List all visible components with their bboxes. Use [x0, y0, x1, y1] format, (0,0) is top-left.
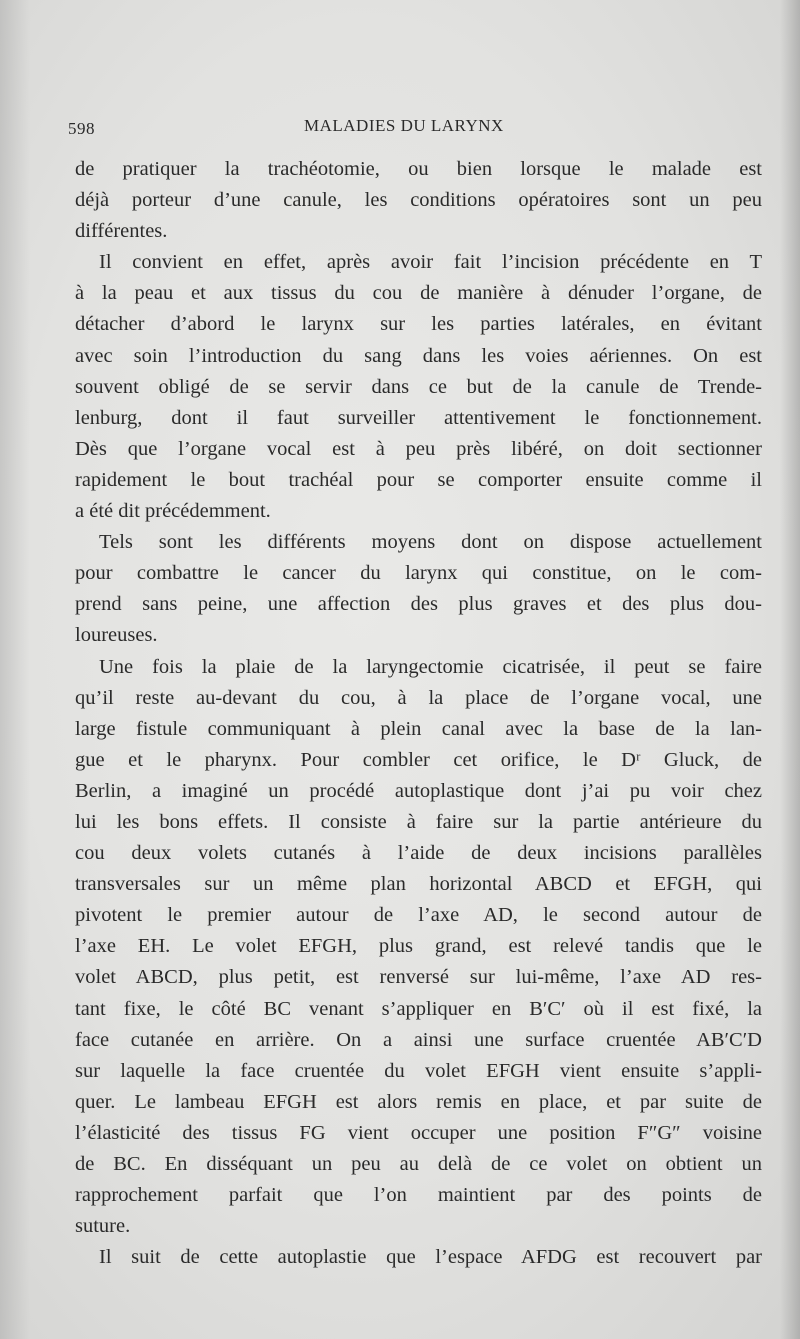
text-line: de pratiquer la trachéotomie, ou bien lorsque le malade est	[75, 158, 762, 180]
text-line: face cutanée en arrière. On a ainsi une surface cruentée AB′C′D	[75, 1028, 762, 1051]
text-line: à la peau et aux tissus du cou de manière à dénuder l’organe, de	[75, 282, 762, 305]
text-line: tant fixe, le côté BC venant s’appliquer en B′C′ où il est fixé, la	[75, 997, 762, 1020]
text-line: de BC. En disséquant un peu au delà de ce volet on obtient un	[75, 1153, 762, 1175]
text-line: pivotent le premier autour de l’axe AD, le second autour de	[75, 904, 762, 927]
text-line: sur laquelle la face cruentée du volet EFGH vient ensuite s’appli-	[75, 1059, 762, 1082]
text-line: large fistule communiquant à plein canal avec la base de la lan-	[75, 717, 762, 740]
text-line: rapprochement parfait que l’on maintient par des points de	[75, 1184, 762, 1207]
text-line: cou deux volets cutanés à l’aide de deux incisions parallèles	[75, 842, 762, 865]
paragraph-first-line: Une fois la plaie de la laryngectomie cicatrisée, il peut se faire	[99, 655, 762, 678]
page-number: 598	[68, 119, 95, 138]
running-head	[68, 116, 768, 142]
text-line: l’élasticité des tissus FG vient occuper une position F″G″ voisine	[75, 1121, 762, 1144]
running-title: MALADIES DU LARYNX	[304, 116, 504, 135]
text-line: rapidement le bout trachéal pour se comporter ensuite comme il	[75, 468, 762, 491]
text-line: déjà porteur d’une canule, les conditions opératoires sont un peu	[75, 189, 762, 212]
text-line: souvent obligé de se servir dans ce but de la canule de Trende-	[75, 375, 762, 398]
text-line: loureuses.	[75, 624, 158, 647]
text-line: qu’il reste au-devant du cou, à la place de l’organe vocal, une	[75, 686, 762, 709]
text-line: volet ABCD, plus petit, est renversé sur lui-même, l’axe AD res-	[75, 966, 762, 989]
text-line: Dès que l’organe vocal est à peu près libéré, on doit sectionner	[75, 437, 762, 460]
text-line: lenburg, dont il faut surveiller attentivement le fonctionnement.	[75, 406, 762, 429]
paragraph-first-line: Il suit de cette autoplastie que l’espace AFDG est recouvert par	[99, 1246, 762, 1269]
text-line: suture.	[75, 1215, 131, 1238]
paragraph-first-line: Il convient en effet, après avoir fait l’incision précédente en T	[99, 251, 762, 274]
text-line: avec soin l’introduction du sang dans les voies aériennes. On est	[75, 344, 762, 367]
text-line: Berlin, a imaginé un procédé autoplastique dont j’ai pu voir chez	[75, 779, 762, 802]
body-text	[75, 154, 762, 1273]
text-line: pour combattre le cancer du larynx qui constitue, on le com-	[75, 562, 762, 585]
text-line: différentes.	[75, 220, 168, 243]
text-line: quer. Le lambeau EFGH est alors remis en place, et par suite de	[75, 1090, 762, 1113]
text-line: prend sans peine, une affection des plus graves et des plus dou-	[75, 593, 762, 616]
paragraph-first-line: Tels sont les différents moyens dont on dispose actuellement	[99, 531, 762, 554]
text-line: l’axe EH. Le volet EFGH, plus grand, est relevé tandis que le	[75, 935, 762, 958]
text-line: transversales sur un même plan horizontal ABCD et EFGH, qui	[75, 873, 762, 896]
text-line: gue et le pharynx. Pour combler cet orifice, le Dʳ Gluck, de	[75, 748, 762, 771]
text-line: lui les bons effets. Il consiste à faire sur la partie antérieure du	[75, 810, 762, 833]
text-line: a été dit précédemment.	[75, 500, 271, 523]
text-line: détacher d’abord le larynx sur les parties latérales, en évitant	[75, 313, 762, 336]
